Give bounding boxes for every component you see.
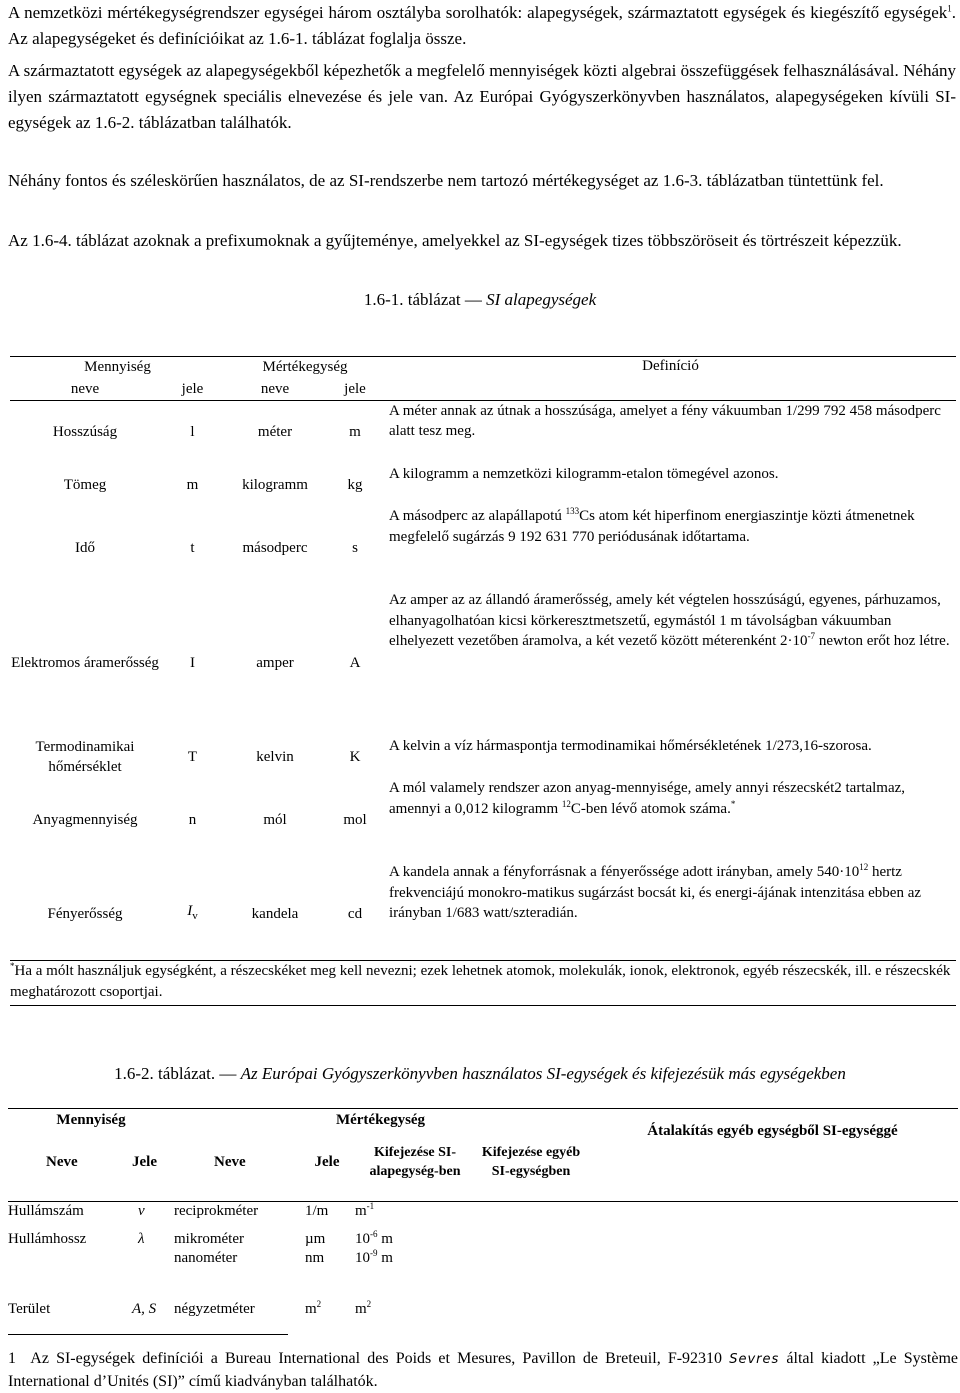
header-name: neve (70, 380, 100, 397)
expression-si: $m^{-1}$ (355, 1200, 375, 1219)
table-row (10, 506, 956, 590)
unit-symbol: cd (347, 905, 363, 922)
unit-symbol: kg (347, 476, 363, 493)
header-symbol: jele (181, 380, 204, 397)
header-unit: Mértékegység (335, 1111, 426, 1128)
quantity-symbol: ν (138, 1202, 145, 1219)
unit-name: kilogramm (242, 476, 308, 493)
header-unit-name: neve (260, 380, 290, 397)
header-unit-symbol: Jele (314, 1153, 340, 1170)
unit-symbol: A (349, 654, 361, 671)
header-conversion: Átalakítás egyéb egységből SI-egységgé (647, 1123, 898, 1139)
quantity-symbol: t (190, 539, 195, 556)
unit-symbol: mol (343, 811, 367, 828)
unit-name: reciprokméter (174, 1202, 259, 1219)
quantity-name: Tömeg (63, 476, 107, 493)
quantity-symbol: $I_v$ (187, 903, 198, 923)
header-expression-other: Kifejezése egyéb SI-egységben (481, 1145, 581, 1179)
definition: A kelvin a víz hármaspontja termodinamikai hőmérsékletének 1/273,16-szorosa. (389, 738, 872, 754)
unit-symbol: $m^2$ (305, 1298, 322, 1317)
quantity-name: Termodinamikai hőmérséklet (35, 738, 135, 775)
quantity-symbol: l (190, 424, 195, 440)
header-expression-si: Kifejezése SI-alapegység-ben (369, 1145, 461, 1179)
header-unit: Mértékegység (262, 358, 348, 375)
definition: A kilogramm a nemzetközi kilogramm-etalon tömegével azonos. (389, 466, 779, 482)
quantity-symbol: m (186, 476, 199, 493)
header-unit-name: Neve (214, 1153, 246, 1170)
definition: Az amper az az állandó áramerősség, amely két végtelen hosszúságú, egyenes, párhuzamos, elhanyagolhatóan kicsi körkeresztmetszetű, egymástól 1 m távolságban vákuumban elhelyezett vezetőben áramolva, a két vezető között méterenként $2\cdot 10^{-7}$ newton erőt hoz létre. (389, 592, 950, 649)
paragraph-prefixes: Az 1.6-4. táblázat azoknak a prefixumoknak a gyűjteménye, amelyekkel az SI-egységek tizes többszöröseit és törtrészeit képezzük. (8, 231, 902, 250)
table1-caption: 1.6-1. táblázat — SI alapegységek (363, 290, 597, 309)
si-base-units-table (10, 356, 956, 966)
unit-name: mikrométer nanométer (174, 1231, 244, 1266)
table1-footnote: *Ha a mólt használjuk egységként, a részecskéket meg kell nevezni; ezek lehetnek atomok, molekulák, ionok, elektronok, egyéb részecskék, ill. e részecskék meghatározott csoportjai. (10, 960, 956, 1003)
page-footnote: 1 Az SI-egységek definíciói a Bureau International des Poids et Mesures, Pavillon de Breteuil, F-92310 Sevres által kiadott „Le Système International d’Unités (SI)” című kiadványban találhatók. (8, 1350, 958, 1390)
table2-caption: 1.6-2. táblázat. — Az Európai Gyógyszerkönyvben használatos SI-egységek és kifejezésük más egységekben (114, 1064, 846, 1083)
quantity-name: Anyagmennyiség (32, 811, 138, 828)
definition: A méter annak az útnak a hosszúsága, amelyet a fény vákuumban 1/299 792 458 másodperc alatt tesz meg. (389, 402, 941, 439)
header-quantity: Mennyiség (84, 358, 151, 375)
table-row (8, 1282, 958, 1336)
quantity-name: Hosszúság (52, 424, 118, 440)
unit-symbol: K (349, 748, 361, 765)
paragraph-derived-units: A származtatott egységek az alapegységekből képezhetők a megfelelő mennyiségek közti algebrai összefüggések felhasználásával. Néhány ilyen származtatott egységnek speciális elnevezése és jele van. Az Európai Gyógyszerkönyvben használatos, alapegységeken kívüli SI-egységek az 1.6-2. táblázatban találhatók. (8, 61, 956, 132)
table-row (10, 590, 956, 736)
quantity-symbol: I (190, 654, 195, 671)
quantity-name: Fényerősség (47, 905, 123, 922)
header-symbol: Jele (132, 1153, 157, 1170)
unit-name: négyzetméter (174, 1300, 255, 1317)
quantity-symbol: A, S (132, 1300, 157, 1317)
unit-symbol: m (349, 424, 361, 440)
unit-name: kelvin (256, 748, 294, 765)
definition: A mól valamely rendszer azon anyag-mennyisége, amely annyi részecskét2 tartalmaz, amennyi a 0,012 kilogramm $^{12}$C-ben lévő atomok száma.* (389, 780, 906, 817)
table-row (8, 1192, 958, 1230)
header-definition: Definíció (642, 358, 699, 374)
table-row (10, 862, 956, 966)
table-row (10, 400, 956, 464)
si-units-table (8, 1108, 958, 1336)
paragraph-intro: A nemzetközi mértékegységrendszer egységei három osztályba sorolhatók: alapegységek, származtatott egységek és kiegészítő egységek$^1$. Az alapegységeket és definícióikat az 1.6-1. táblázat foglalja össze. (8, 3, 956, 48)
unit-symbol: µm nm (305, 1231, 326, 1266)
unit-symbol: s (352, 539, 358, 556)
paragraph-non-si-units: Néhány fontos és széleskörűen használatos, de az SI-rendszerbe nem tartozó mértékegységet az 1.6-3. táblázatban tüntettünk fel. (8, 171, 884, 190)
expression-si: $m^2$ (355, 1298, 372, 1317)
quantity-name: Hullámszám (8, 1202, 84, 1219)
unit-name: amper (256, 654, 294, 671)
header-quantity: Mennyiség (56, 1111, 126, 1128)
sevres-handwritten: Sevres (729, 1352, 780, 1367)
quantity-symbol: n (188, 811, 197, 828)
definition: A kandela annak a fényforrásnak a fényerőssége adott irányban, amely $540\cdot 10^{12}$ hertz frekvenciájú monokro-matikus sugárzást bocsát ki, és energi-ájának intenzitása ebben az irányban 1/683 watt/szteradián. (389, 862, 922, 921)
unit-name: méter (257, 424, 293, 440)
table-row (10, 778, 956, 862)
quantity-name: Idő (75, 539, 95, 556)
quantity-name: Elektromos áramerősség (11, 654, 159, 671)
header-name: Neve (46, 1153, 78, 1170)
table-row (8, 1230, 958, 1282)
expression-si: $10^{-6}$ m $10^{-9}$ m (355, 1229, 393, 1266)
unit-symbol: 1/m (305, 1202, 329, 1219)
footnote-separator (8, 1334, 288, 1335)
unit-name: mól (263, 811, 287, 828)
definition: A másodperc az alapállapotú $^{133}$Cs atom két hiperfinom energiaszintje közti átmenetnek megfelelő sugárzás 9 192 631 770 periódusának időtartama. (389, 506, 915, 545)
quantity-symbol: T (187, 748, 198, 765)
quantity-name: Terület (8, 1300, 51, 1317)
table-row (10, 736, 956, 778)
quantity-symbol: λ (138, 1231, 145, 1247)
quantity-name: Hullámhossz (8, 1231, 87, 1247)
unit-name: másodperc (242, 539, 308, 556)
header-unit-symbol: jele (344, 380, 366, 397)
table-row (10, 464, 956, 506)
unit-name: kandela (251, 905, 299, 922)
